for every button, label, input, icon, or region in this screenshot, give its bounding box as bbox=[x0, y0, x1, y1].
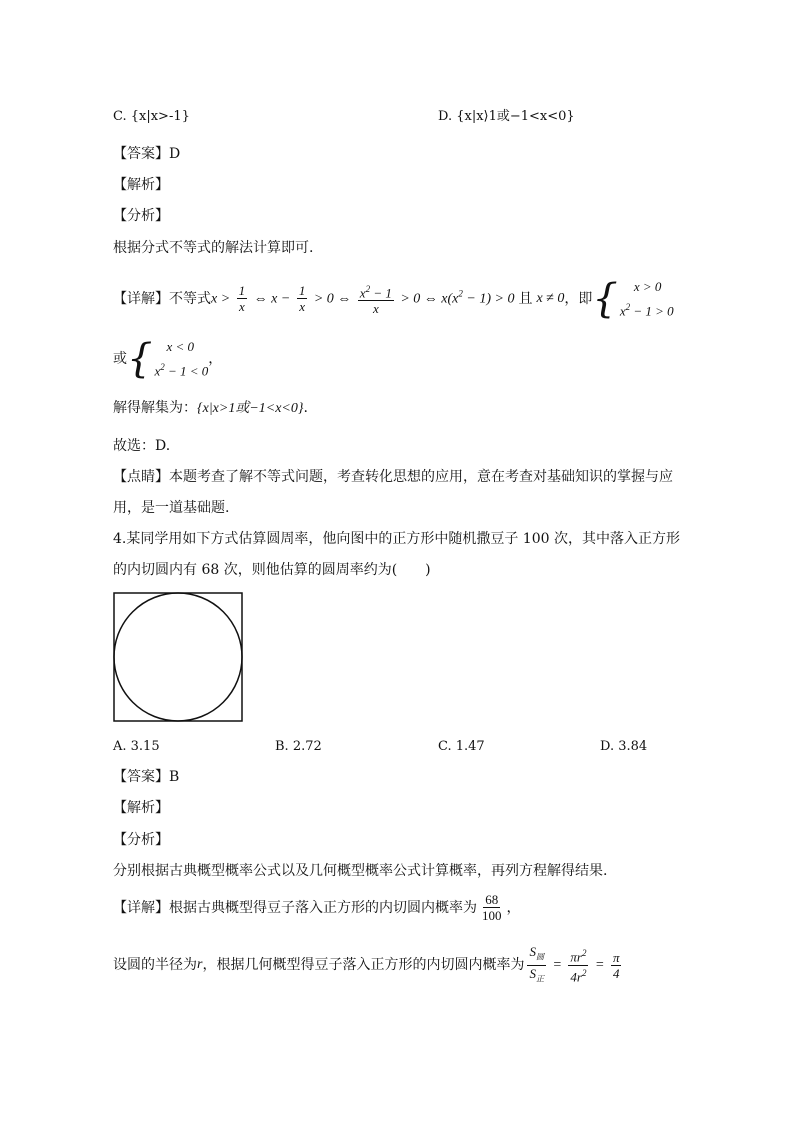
q4-jiexi-label: 【解析】 bbox=[113, 800, 169, 816]
square-with-inscribed-circle bbox=[113, 592, 245, 724]
solution-end: . bbox=[303, 400, 308, 416]
q4-fenxi-text: 分别根据古典概型概率公式以及几何概型概率公式计算概率，再列方程解得结果. bbox=[113, 863, 608, 879]
answer-label: 【答案】D bbox=[113, 146, 181, 162]
solution-prefix: 解得解集为： bbox=[113, 400, 197, 416]
q4-detail-text: 【详解】根据古典概型得豆子落入正方形的内切圆内概率为 bbox=[113, 899, 477, 916]
q4-option-d: D. 3.84 bbox=[600, 739, 648, 754]
q4-frac-den: 100 bbox=[482, 908, 502, 923]
q4-detail2-r: r bbox=[197, 957, 203, 973]
q4-detail2-line bbox=[113, 944, 624, 986]
solution-line bbox=[113, 398, 308, 419]
q4-stem-line-1: 4.某同学用如下方式估算圆周率，他向图中的正方形中随机撒豆子 100 次，其中落入正方形 bbox=[113, 531, 680, 547]
or-line: 或 { x < 0 $x^2 - 1 < 0$ ， bbox=[113, 335, 223, 382]
q4-detail-line bbox=[113, 892, 521, 923]
math-x-ne-0: x ≠ 0 bbox=[536, 290, 565, 306]
q4-detail2-rest: ，根据几何概型得豆子落入正方形的内切圆内概率为 bbox=[202, 957, 525, 974]
q4-fenxi-label: 【分析】 bbox=[113, 832, 169, 848]
q4-option-c: C. 1.47 bbox=[438, 739, 485, 754]
choose-line: 故选：D. bbox=[113, 438, 171, 454]
math-expression: x > $\frac{1}{x}$ ⇔ x − $\frac{1}{x}$ > 0 ⇔ $\frac{x^2 - 1}{x}$ > 0 ⇔ $x(x^2 - 1) > 0$ bbox=[211, 283, 515, 316]
q4-area-ratio: $\frac{S_圆}{S_正}$ = $\frac{\pi r^2}{4r^2}$ = $\frac{\pi}{4}$ bbox=[529, 944, 620, 984]
q4-option-b: B. 2.72 bbox=[275, 739, 322, 754]
option-d: D. {x|x⟩1或−1<x<0} bbox=[438, 109, 575, 124]
q4-option-a: A. 3.15 bbox=[113, 739, 160, 754]
detail-and: 且 bbox=[518, 290, 533, 307]
system-one: { x > 0 $x^2 - 1 > 0$ bbox=[592, 275, 674, 322]
q4-answer-label: 【答案】B bbox=[113, 769, 180, 785]
fenxi-label: 【分析】 bbox=[113, 208, 169, 224]
q4-fraction bbox=[480, 892, 504, 923]
comment-line-2: 用，是一道基础题. bbox=[113, 500, 230, 516]
solution-set: {x|x>1或−1<x<0} bbox=[197, 401, 304, 416]
q4-stem-line-2: 的内切圆内有 68 次，则他估算的圆周率约为( ) bbox=[113, 562, 431, 578]
detail-line bbox=[113, 276, 674, 321]
detail-label: 【详解】不等式 bbox=[113, 290, 211, 307]
or-text: 或 bbox=[113, 350, 127, 367]
option-c: C. {x|x>-1} bbox=[113, 109, 190, 124]
system-two: { x < 0 $x^2 - 1 < 0$ bbox=[127, 335, 209, 382]
detail-ji: ，即 bbox=[564, 290, 593, 307]
inscribed-circle-shape bbox=[114, 593, 242, 721]
jiexi-label: 【解析】 bbox=[113, 177, 169, 193]
comment-line-1: 【点睛】本题考查了解不等式问题，考查转化思想的应用，意在考查对基础知识的掌握与应 bbox=[113, 469, 673, 485]
q4-detail-end: ， bbox=[506, 899, 521, 916]
q4-detail2-text: 设圆的半径为 bbox=[113, 957, 197, 974]
q4-frac-num: 68 bbox=[485, 892, 499, 907]
fenxi-text: 根据分式不等式的解法计算即可. bbox=[113, 240, 314, 256]
